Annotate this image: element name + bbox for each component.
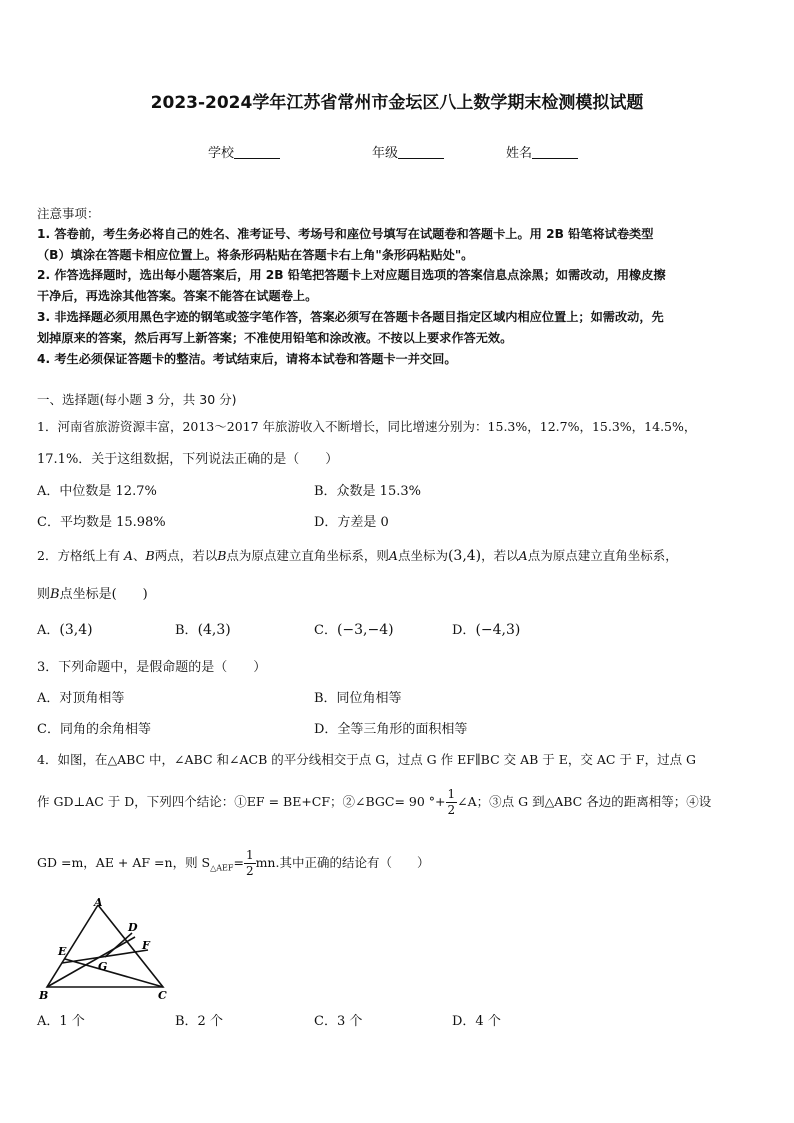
q4-stem-line2: 作 GD⊥AC 于 D，下列四个结论：①EF = BE+CF；②∠BGC= 90 °+ $\frac{1}{2}$ ∠A；③点 G 到△ABC 各边的距离相等；④设 bbox=[37, 787, 712, 817]
section-heading: 一、选择题(每小题 3 分，共 30 分) bbox=[37, 392, 237, 407]
school-label: 学校 bbox=[208, 146, 235, 161]
label-c: C bbox=[158, 989, 167, 1002]
q1-stem-line1: 1．河南省旅游资源丰富，2013～2017 年旅游收入不断增长，同比增速分别为：15.3%，12.7%，15.3%，14.5%， bbox=[37, 419, 697, 434]
label-f: F bbox=[142, 939, 150, 952]
q2-stem-line2: 则B点坐标是( ) bbox=[37, 587, 148, 602]
q2-option-b: B．(4,3) bbox=[175, 622, 231, 638]
q3-option-b: B．同位角相等 bbox=[314, 691, 402, 706]
q1-option-a: A．中位数是 12.7% bbox=[37, 484, 157, 499]
note-line: 3. 非选择题必须用黑色字迹的钢笔或签字笔作答，答案必须写在答题卡各题目指定区域内相应位置上；如需改动，先 bbox=[37, 310, 664, 324]
q1-stem-line2: 17.1%．关于这组数据，下列说法正确的是（ ） bbox=[37, 452, 339, 467]
note-line: 干净后，再选涂其他答案。答案不能答在试题卷上。 bbox=[37, 289, 318, 303]
fraction-half: $\frac{1}{2}$ bbox=[245, 848, 254, 878]
q3-option-a: A．对顶角相等 bbox=[37, 691, 125, 706]
name-blank bbox=[532, 145, 578, 159]
q2-option-a: A．(3,4) bbox=[37, 622, 93, 638]
q4-option-a: A．1 个 bbox=[37, 1014, 85, 1029]
label-e: E bbox=[58, 945, 67, 958]
q2-stem-line1: 2．方格纸上有 A、B两点，若以B点为原点建立直角坐标系，则A点坐标为(3,4)，若以A点为原点建立直角坐标系， bbox=[37, 548, 678, 564]
q1-option-b: B．众数是 15.3% bbox=[314, 484, 421, 499]
q4-option-b: B．2 个 bbox=[175, 1014, 223, 1029]
q3-option-d: D．全等三角形的面积相等 bbox=[314, 722, 468, 737]
q2-option-d: D．(−4,3) bbox=[452, 622, 521, 638]
grade-field bbox=[372, 142, 444, 161]
q4-option-c: C．3 个 bbox=[314, 1014, 363, 1029]
fraction-half: $\frac{1}{2}$ bbox=[447, 787, 456, 817]
note-line: 1. 答卷前，考生务必将自己的姓名、准考证号、考场号和座位号填写在试题卷和答题卡上。用 2B 铅笔将试卷类型 bbox=[37, 227, 654, 241]
grade-label: 年级 bbox=[372, 146, 399, 161]
note-line: （B）填涂在答题卡相应位置上。将条形码粘贴在答题卡右上角"条形码粘贴处"。 bbox=[37, 248, 474, 262]
school-field bbox=[208, 142, 280, 161]
q2-coord: (3,4) bbox=[447, 548, 482, 564]
q4-stem-line1: 4．如图，在△ABC 中，∠ABC 和∠ACB 的平分线相交于点 G，过点 G 作 EF∥BC 交 AB 于 E，交 AC 于 F，过点 G bbox=[37, 752, 697, 767]
label-a: A bbox=[94, 896, 103, 909]
name-field bbox=[506, 142, 578, 161]
q3-option-c: C．同角的余角相等 bbox=[37, 722, 151, 737]
label-d: D bbox=[128, 921, 138, 934]
label-b: B bbox=[39, 989, 49, 1002]
grade-blank bbox=[398, 145, 444, 159]
q4-option-d: D．4 个 bbox=[452, 1014, 501, 1029]
notes-heading: 注意事项： bbox=[37, 206, 100, 221]
page-title: 2023-2024学年江苏省常州市金坛区八上数学期末检测模拟试题 bbox=[150, 93, 644, 113]
note-line: 4. 考生必须保证答题卡的整洁。考试结束后，请将本试卷和答题卡一并交回。 bbox=[37, 352, 457, 366]
label-g: G bbox=[98, 960, 108, 973]
school-blank bbox=[234, 145, 280, 159]
note-line: 2. 作答选择题时，选出每小题答案后，用 2B 铅笔把答题卡上对应题目选项的答案信息点涂黑；如需改动，用橡皮擦 bbox=[37, 268, 666, 282]
q1-option-d: D．方差是 0 bbox=[314, 515, 389, 530]
q2-option-c: C．(−3,−4) bbox=[314, 622, 394, 638]
q3-stem: 3．下列命题中，是假命题的是（ ） bbox=[37, 660, 267, 675]
bisector-cg bbox=[65, 959, 163, 987]
name-label: 姓名 bbox=[506, 146, 533, 161]
q1-option-c: C．平均数是 15.98% bbox=[37, 515, 166, 530]
note-line: 划掉原来的答案，然后再写上新答案；不准使用铅笔和涂改液。不按以上要求作答无效。 bbox=[37, 331, 513, 345]
q4-stem-line3: GD =m，AE + AF =n，则 $S_{\triangle AEF}=$ $\frac{1}{2}$ mn.其中正确的结论有（ ） bbox=[37, 848, 430, 878]
triangle-figure bbox=[35, 895, 175, 1003]
